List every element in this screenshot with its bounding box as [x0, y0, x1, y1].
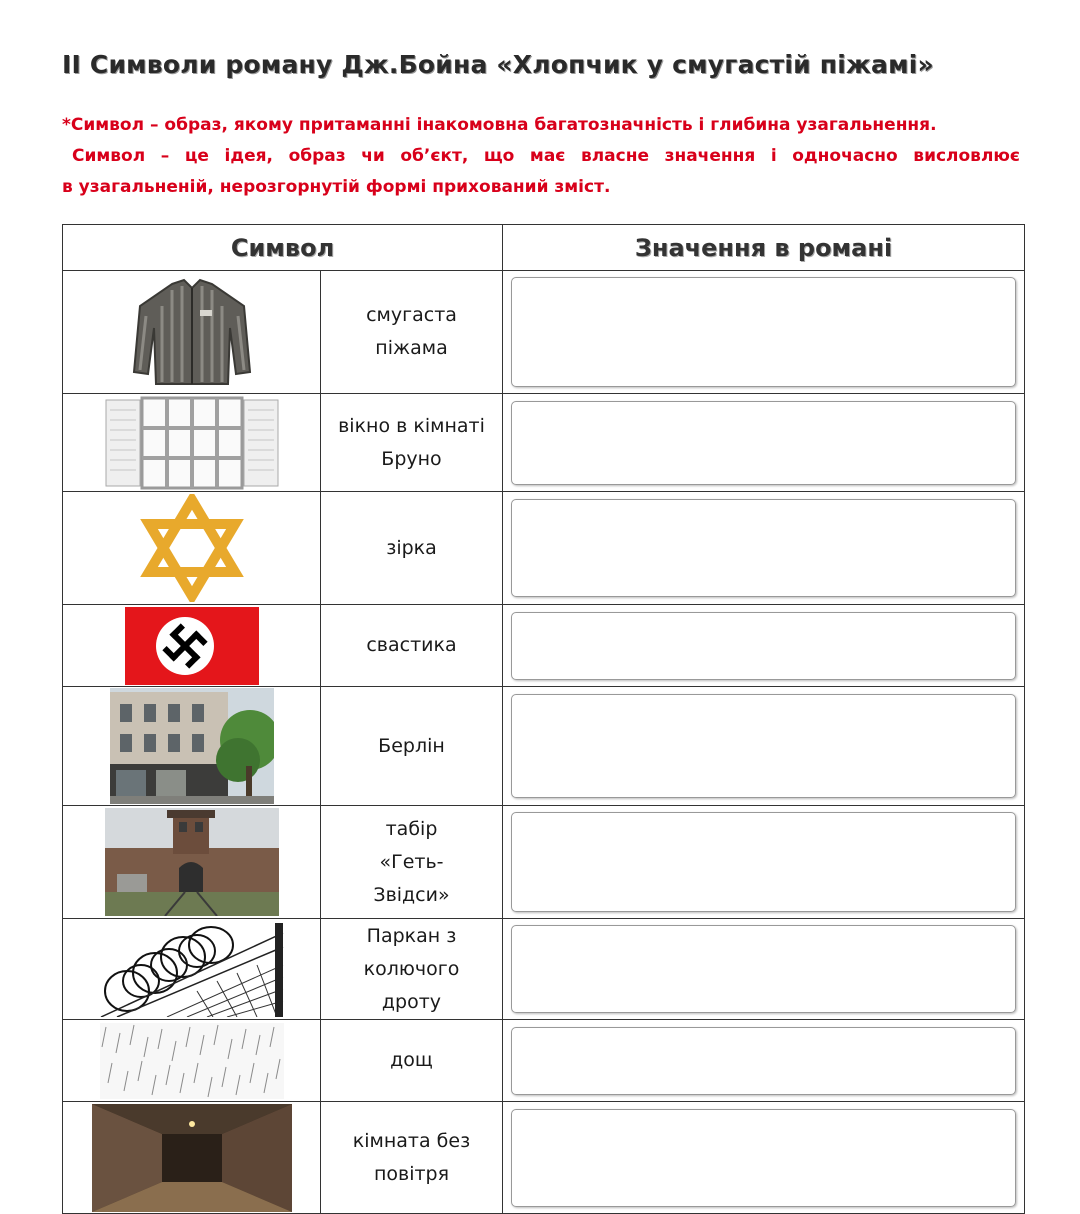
answer-field[interactable]: [511, 277, 1016, 387]
symbol-label: зірка: [321, 492, 503, 605]
answer-field[interactable]: [511, 812, 1016, 912]
definition-line-2: Символ – це ідея, образ чи об’єкт, що має власне значення і одночасно висловлює: [72, 146, 1020, 166]
answer-field[interactable]: [511, 401, 1016, 485]
table-row: [63, 492, 1025, 605]
table-header-row: [63, 225, 1025, 271]
star-of-david-image: [63, 492, 321, 605]
rain-image: [63, 1020, 321, 1102]
header-symbol: Символ: [63, 225, 503, 271]
symbols-table: [62, 224, 1025, 1214]
meaning-answer-box[interactable]: [503, 687, 1025, 806]
meaning-answer-box[interactable]: [503, 394, 1025, 492]
answer-field[interactable]: [511, 925, 1016, 1013]
symbol-label: Берлін: [321, 687, 503, 806]
definition-line-3: в узагальненій, нерозгорнутій формі прихований зміст.: [62, 177, 611, 197]
meaning-answer-box[interactable]: [503, 271, 1025, 394]
symbol-definition: [62, 110, 1020, 203]
symbol-label: дощ: [321, 1020, 503, 1102]
symbol-label: свастика: [321, 605, 503, 687]
table-row: [63, 1020, 1025, 1102]
table-row: [63, 1102, 1025, 1214]
meaning-answer-box[interactable]: [503, 1020, 1025, 1102]
window-image: [63, 394, 321, 492]
barbed-wire-image: [63, 919, 321, 1020]
answer-field[interactable]: [511, 1109, 1016, 1207]
answer-field[interactable]: [511, 612, 1016, 680]
berlin-street-image: [63, 687, 321, 806]
meaning-answer-box[interactable]: [503, 492, 1025, 605]
symbol-label: Паркан з колючого дроту: [321, 919, 503, 1020]
answer-field[interactable]: [511, 1027, 1016, 1095]
table-row: [63, 271, 1025, 394]
symbol-label: смугаста піжама: [321, 271, 503, 394]
symbol-label: вікно в кімнаті Бруно: [321, 394, 503, 492]
meaning-answer-box[interactable]: [503, 919, 1025, 1020]
table-row: [63, 605, 1025, 687]
meaning-answer-box[interactable]: [503, 605, 1025, 687]
striped-pajama-image: [63, 271, 321, 394]
symbol-label: табір «Геть-Звідси»: [321, 806, 503, 919]
table-row: [63, 394, 1025, 492]
camp-gate-image: [63, 806, 321, 919]
meaning-answer-box[interactable]: [503, 806, 1025, 919]
answer-field[interactable]: [511, 694, 1016, 798]
table-row: [63, 806, 1025, 919]
symbol-label: кімната без повітря: [321, 1102, 503, 1214]
definition-line-1: *Символ – образ, якому притаманні інакомовна багатозначність і глибина узагальнення.: [62, 115, 937, 135]
meaning-answer-box[interactable]: [503, 1102, 1025, 1214]
swastika-flag-image: [63, 605, 321, 687]
table-row: [63, 687, 1025, 806]
chamber-room-image: [63, 1102, 321, 1214]
answer-field[interactable]: [511, 499, 1016, 597]
header-meaning: Значення в романі: [503, 225, 1025, 271]
page-title: ІІ Символи роману Дж.Бойна «Хлопчик у смугастій піжамі»: [62, 50, 934, 79]
table-row: [63, 919, 1025, 1020]
